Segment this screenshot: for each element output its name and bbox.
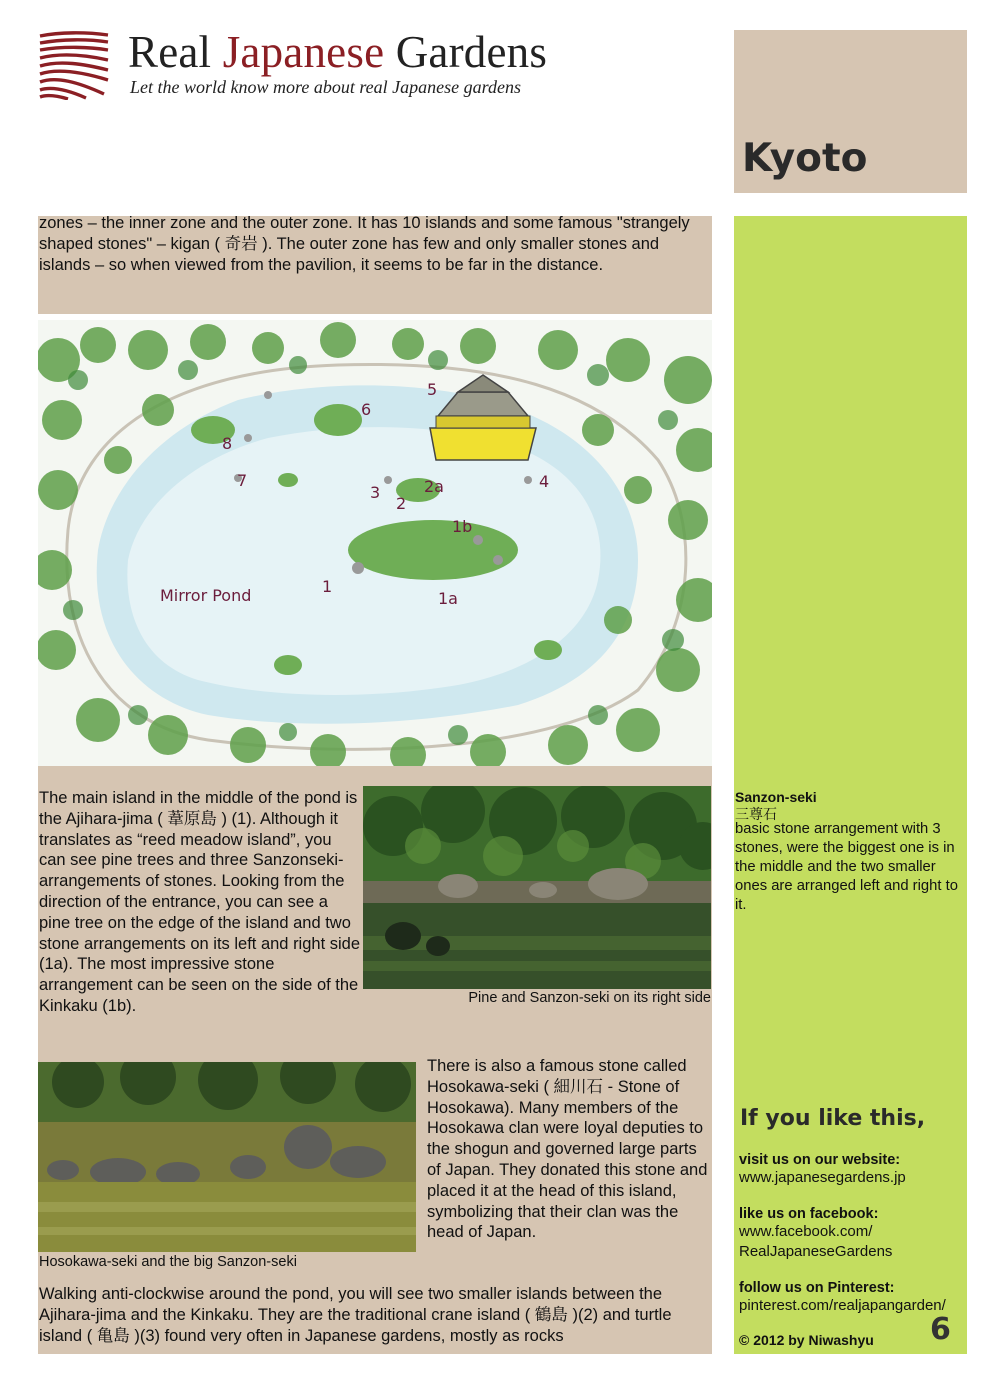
- map-marker-1b: 1b: [452, 517, 473, 536]
- logo-icon: [38, 30, 110, 100]
- photo2-caption: Hosokawa-seki and the big Sanzon-seki: [39, 1254, 297, 1270]
- map-marker-2: 2: [396, 494, 407, 513]
- map-marker-1: 1: [322, 577, 333, 596]
- map-marker-5: 5: [427, 380, 438, 399]
- map-marker-3: 3: [370, 483, 381, 502]
- facebook-link-line2[interactable]: RealJapaneseGardens: [739, 1243, 893, 1260]
- walking-paragraph: Walking anti-clockwise around the pond, you will see two smaller islands between the Ajihara-jima and the Kinkaku. They are the traditional crane island ( 鶴島 )(2) and turtle island ( 亀島 )(3) found very often in Japanese gardens, mostly as rocks: [39, 1285, 672, 1345]
- map-marker-2a: 2a: [424, 477, 444, 496]
- site-title: Real Japanese Gardens: [128, 27, 548, 77]
- map-pond-label: Mirror Pond: [160, 586, 252, 605]
- hosokawa-seki-photo: [38, 1062, 416, 1252]
- hosokawa-paragraph: There is also a famous stone called Hosokawa-seki ( 細川石 - Stone of Hosokawa). Many members of the Hosokawa clan were loyal deputies to the shogun and governed large parts of Japan. They donated this stone and placed it at the head of this island, symbolizing that their clan was the head of Japan.: [427, 1057, 708, 1242]
- website-label: visit us on our website:: [739, 1152, 901, 1168]
- sidebar-term-kanji: 三尊石: [735, 806, 777, 822]
- map-marker-4: 4: [539, 472, 550, 491]
- pinterest-link[interactable]: pinterest.com/realjapangarden/: [739, 1297, 946, 1314]
- site-tagline: Let the world know more about real Japanese gardens: [130, 77, 521, 97]
- map-marker-1a: 1a: [438, 589, 458, 608]
- main-island-paragraph: The main island in the middle of the pond is the Ajihara-jima ( 葦原島 ) (1). Although it translates as “reed meadow island”, you can see pine trees and three Sanzonseki-arrangements of stones. Looking from the direction of the entrance, you can see a pine tree on the edge of the island and two stone arrangements on its left and right side (1a). The most impressive stone arrangement can be seen on the side of the Kinkaku (1b).: [39, 789, 361, 1015]
- photo1-caption: Pine and Sanzon-seki on its right side: [468, 990, 711, 1006]
- sidebar-term-definition: basic stone arrangement with 3 stones, were the biggest one is in the middle and the two smaller ones are arranged left and right to it.: [735, 821, 958, 913]
- website-link[interactable]: www.japanesegardens.jp: [739, 1169, 906, 1186]
- map-marker-8: 8: [222, 434, 233, 453]
- sidebar-term-title: Sanzon-seki: [735, 789, 817, 805]
- pinterest-label: follow us on Pinterest:: [739, 1280, 895, 1296]
- city-banner: [734, 30, 967, 193]
- page-number: 6: [930, 1312, 951, 1347]
- intro-paragraph: zones – the inner zone and the outer zone. It has 10 islands and some famous "strangely shaped stones" – kigan ( 奇岩 ). The outer zone has few and only smaller stones and islands – so when viewed from the pavilion, it seems to be far in the distance.: [39, 214, 690, 274]
- copyright-notice: © 2012 by Niwashyu: [739, 1332, 874, 1348]
- map-marker-6: 6: [361, 400, 372, 419]
- promo-heading: If you like this,: [740, 1106, 926, 1131]
- garden-map-illustration: [38, 320, 712, 766]
- facebook-label: like us on facebook:: [739, 1206, 879, 1222]
- facebook-link-line1[interactable]: www.facebook.com/: [739, 1223, 873, 1240]
- city-name: Kyoto: [742, 136, 868, 181]
- pine-island-photo: [363, 786, 711, 989]
- map-marker-7: 7: [237, 471, 248, 490]
